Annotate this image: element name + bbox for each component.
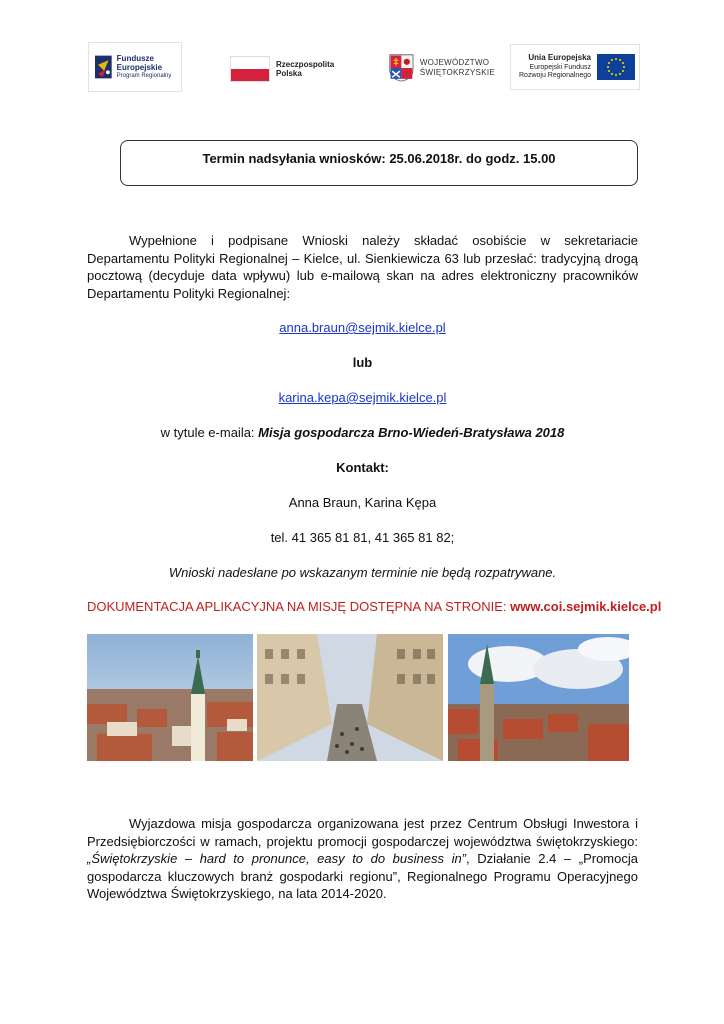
- footer-part1: Wyjazdowa misja gospodarcza organizowana jest przez Centrum Obsługi Inwestora i Przedsiębiorczości w ramach, projektu promocji gospodarczej województwa świętokrzyskiego:: [87, 816, 638, 849]
- email-1-row: [87, 320, 638, 335]
- contact-names: Anna Braun, Karina Kępa: [288, 495, 437, 510]
- or-text: lub: [352, 355, 373, 370]
- docs-notice: [87, 599, 662, 614]
- phone-numbers: tel. 41 365 81 81, 41 365 81 82;: [270, 530, 455, 545]
- email-link-anna[interactable]: anna.braun@sejmik.kielce.pl: [279, 320, 446, 335]
- late-notice: Wnioski nadesłane po wskazanym terminie nie będą rozpatrywane.: [168, 565, 557, 580]
- unia-europejska-logo: [510, 44, 640, 90]
- footer-part2: , Działanie 2.4 – „Promocja gospodarcza kluczowych branż gospodarki regionu”, Regionalnego Programu Operacyjnego Województwa Świętokrzyskiego, na lata 2014-2020.: [87, 851, 638, 901]
- fe-title: Fundusze Europejskie: [116, 53, 163, 72]
- fundusze-europejskie-logo: [88, 42, 182, 92]
- bratislava-city-photo: [448, 634, 629, 761]
- footer-slogan: „Świętokrzyskie – hard to pronunce, easy to do business in”: [87, 851, 467, 866]
- fe-subtitle: Program Regionalny: [116, 72, 172, 79]
- submission-instructions: Wypełnione i podpisane Wnioski należy składać osobiście w sekretariacie Departamentu Polityki Regionalnej – Kielce, ul. Sienkiewicza 63 lub przesłać: tradycyjną drogą pocztową (decyduje data wpływu) lub e-mailową skan na adres elektroniczny pracowników Departamentu Polityki Regionalnej:: [87, 233, 638, 301]
- ws-line1: WOJEWÓDZTWO: [419, 58, 490, 67]
- footer-paragraph: [87, 815, 638, 903]
- rzeczpospolita-logo: [230, 56, 346, 82]
- rp-title: Rzeczpospolita Polska: [276, 60, 335, 78]
- email-subject-line: [87, 425, 638, 440]
- vienna-street-photo: [257, 634, 443, 761]
- ue-subtitle: Europejski Fundusz Rozwoju Regionalnego: [519, 64, 591, 79]
- ue-title: Unia Europejska: [528, 53, 591, 62]
- ws-line2: ŚWIĘTOKRZYSKIE: [419, 68, 495, 77]
- docs-prefix: DOKUMENTACJA APLIKACYJNA NA MISJĘ DOSTĘPNA NA STRONIE:: [87, 599, 511, 614]
- subject-text: Misja gospodarcza Brno-Wiedeń-Bratysława 2018: [258, 425, 565, 440]
- coat-of-arms-icon: [389, 50, 414, 86]
- docs-url-link[interactable]: www.coi.sejmik.kielce.pl: [510, 599, 662, 614]
- contact-label: Kontakt:: [336, 460, 389, 475]
- eu-flag-icon: [597, 54, 635, 80]
- brno-city-photo: [87, 634, 253, 761]
- city-photos: [87, 634, 629, 761]
- fe-star-icon: [95, 52, 112, 82]
- deadline-box: Termin nadsyłania wniosków: 25.06.2018r. do godz. 15.00: [120, 140, 638, 186]
- poland-flag-icon: [230, 56, 270, 82]
- subject-prefix: w tytule e-maila:: [160, 425, 259, 440]
- logo-bar: [0, 42, 724, 92]
- wojewodztwo-logo: [389, 50, 495, 86]
- email-link-karina[interactable]: karina.kepa@sejmik.kielce.pl: [278, 390, 447, 405]
- email-2-row: [87, 390, 638, 405]
